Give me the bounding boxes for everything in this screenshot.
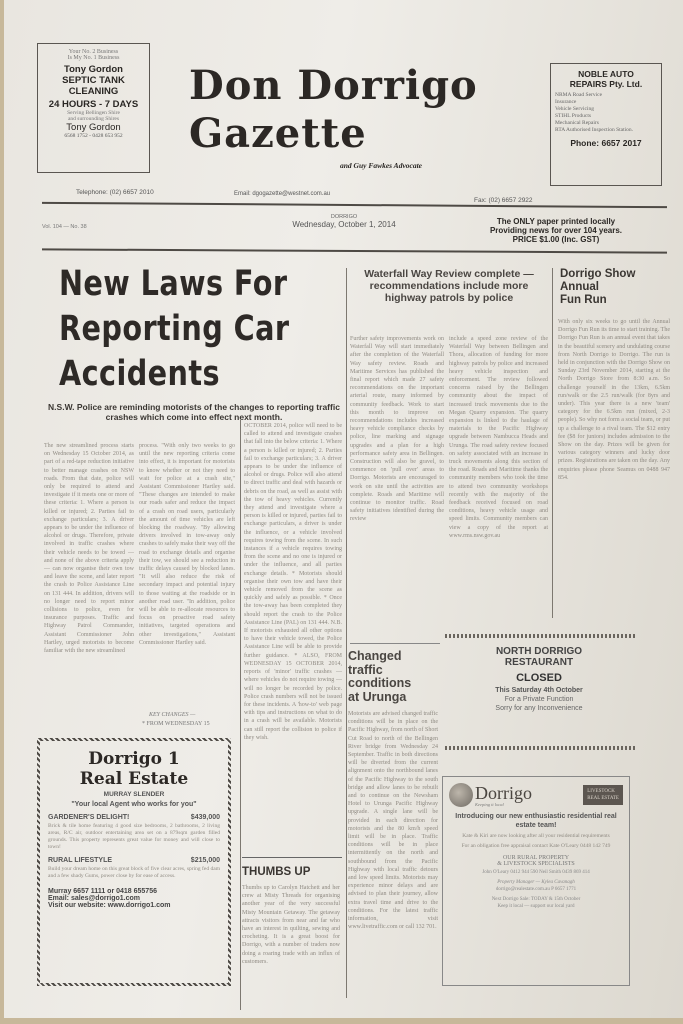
tagline-line2: Providing news for over 104 years. (489, 226, 623, 235)
fun-run-headline-line2: Annual (560, 281, 599, 293)
lead-body-col3: OCTOBER 2014, police will need to be called to attend and investigate crashes that fall into the below criteria: 1. Where a person is killed or injured; 2. Parties fail to exchange particulars; 3. A driver appears to be under the influence of alcohol or drugs. Police will also attend to direct traffic and deal with hazards or debris on the road, as well as assist with the tow of heavy vehicles. Currently they attend and investigate where a person is killed or injured, parties fail to exchange particulars, a driver is under the influence, or a vehicle involved requires towing from the scene. In such instances if a vehicle requires towing from the scene and no one is injured or under the influence, and all parties exchange details. * Motorists should organise their own tow and have their vehicle removed from the scene as quickly and safely as possible. * Once the tow-away has been completed they should report the crash to the Police Assistance Line (PAL) on 131 444. N.B. If motorists exhausted all other options to have their vehicle towed, the Police Assistance Line will be able to provide further guidance. * ALSO, FROM WEDNESDAY 15 OCTOBER 2014, reports of 'minor' traffic crashes — where vehicles do not require towing — will no longer be recorded by police. Police crash numbers will not be issued for these incidents. A 'how-to' web page with tips and instructions on what to do in a crash will be available. Motorists can still report the collision to police if they wish. (244, 423, 342, 741)
urunga-headline-line3: conditions (348, 676, 412, 690)
ad-right-services (555, 92, 657, 134)
livestock-specialists2: & LIVESTOCK SPECIALISTS (497, 861, 575, 867)
re-contact-phone: Murray 6657 1111 or 0418 655756 (48, 888, 157, 895)
urunga-headline-line2: traffic (348, 662, 383, 677)
key-changes-sub: * FROM WEDNESDAY 15 (142, 721, 210, 727)
re-listing2-title: RURAL LIFESTYLE (48, 857, 113, 864)
re-title2: Real Estate (79, 769, 189, 789)
livestock-logo-text: Dorrigo (475, 782, 532, 803)
column-divider (240, 420, 241, 1010)
waterfall-col1: Further safety improvements work on Waterfall Way will start immediately after the completion of the Waterfall Way safety review. Roads and Maritime Services has published the final report which made 27 safety recommendations on the important arterial route, many informed by community feedback. Work to start this month to improve on recommendations includes increased heavy vehicle compliance checks by police, line marking and signage upgrades and a plan for a high performance safety area in Bellingen. Construction will also be gravel, to commence on 'pull over' areas to Dorrigo. Motorists are encouraged to work on site until the activities are complete. Roads and Maritime will continue to monitor traffic. Road safety initiatives identified during the review (350, 336, 444, 523)
masthead-fax: Fax: (02) 6657 2922 (474, 197, 533, 204)
column-divider (346, 268, 347, 998)
badge-line1: LIVESTOCK (587, 789, 615, 794)
restaurant-bottom-border (445, 746, 635, 750)
livestock-headline: Introducing our new enthusiastic residential real estate team! (455, 813, 617, 829)
masthead-email: Email: dgogazette@westnet.com.au (234, 191, 331, 197)
fun-run-headline (560, 268, 635, 307)
volume-number: Vol. 104 — No. 38 (42, 224, 87, 230)
column-divider (552, 268, 553, 618)
re-contact-web: Visit our website: www.dorrigo1.com (48, 902, 171, 909)
livestock-badge (583, 785, 623, 805)
livestock-pm-contact: dorrigo@realestate.com.au P 6657 1771 (495, 887, 577, 892)
price: PRICE $1.00 (Inc. GST) (512, 235, 600, 244)
fun-run-headline-line1: Dorrigo Show (560, 268, 636, 280)
ad-left-service2: CLEANING (68, 86, 119, 97)
dateline-location: DORRIGO (330, 214, 358, 220)
service-item: Vehicle Servicing (555, 106, 594, 112)
ad-left-area1: Serving Bellingen Shire (67, 110, 120, 116)
urunga-rule (350, 643, 440, 644)
restaurant-notice (444, 646, 634, 712)
restaurant-line6: Sorry for any Inconvenience (495, 705, 583, 712)
lead-headline (59, 262, 289, 397)
logo-text-block (475, 784, 532, 807)
masthead-tagline (466, 217, 646, 244)
service-item: STIHL Products (555, 113, 592, 119)
ad-right-title1: NOBLE AUTO (578, 69, 634, 79)
restaurant-line2: RESTAURANT (504, 657, 574, 668)
masthead-telephone: Telephone: (02) 6657 2010 (76, 189, 154, 196)
re-listing1-title: GARDENER'S DELIGHT! (48, 814, 130, 821)
septic-tank-ad (37, 43, 150, 173)
livestock-logo-row (449, 783, 623, 807)
thumbs-up-headline: THUMBS UP (242, 866, 311, 878)
urunga-headline-line4: at Urunga (348, 689, 407, 704)
livestock-logo (449, 783, 532, 807)
masthead-subtitle: and Guy Fawkes Advocate (340, 161, 423, 170)
service-item: NRMA Road Service (555, 92, 603, 98)
service-item: Insurance (555, 99, 577, 105)
re-listing1-header (48, 814, 220, 821)
fun-run-headline-line3: Fun Run (560, 294, 607, 306)
dorrigo-logo-icon (449, 783, 473, 807)
livestock-pm: Property Manager — Kylea Cavanagh (497, 880, 575, 885)
re-contact-email: Email: sales@dorrigo1.com (48, 895, 141, 902)
dateline (269, 214, 419, 229)
re-agent: MURRAY SLENDER (103, 791, 165, 798)
ad-left-area2: and surrounding Shires (67, 116, 120, 122)
livestock-p2: For an obligation free appraisal contact Kate O'Leary 0448 142 749 (461, 843, 611, 849)
restaurant-line5: For a Private Function (504, 696, 574, 703)
waterfall-headline: Waterfall Way Review complete — recommendations include more highway patrols by police (364, 268, 534, 304)
re-slogan: "Your local Agent who works for you" (71, 801, 197, 808)
restaurant-line4: This Saturday 4th October (495, 687, 583, 694)
re-listing2-header (48, 857, 220, 864)
re-listing1-body: Brick & tile home featuring 4 good size bedrooms, 2 bathrooms, 2 living areas, R/C air, outdoor entertaining area set on a 879sqm garden filled grounds. This property represents great value for money and will close to town! (48, 823, 220, 850)
dorrigo-livestock-ad (442, 776, 630, 986)
livestock-p1: Kate & Kiri are now looking after all your residential requirements (462, 833, 610, 839)
livestock-footer: Keep it local — support our local yard (497, 904, 575, 909)
re-listing1-price: $439,000 (190, 814, 220, 821)
livestock-contacts: John O'Leary 0412 944 590 Neil Smith 0439 869 414 (482, 870, 590, 875)
urunga-headline-line1: Changed (348, 649, 402, 663)
service-item: Mechanical Repairs (555, 120, 599, 126)
re-listing2-body: Build your dream home on this great block of five clear acres, spring fed dam and a few shady Gums, power close by for ease of access. (48, 866, 220, 879)
lead-body-col2: process. "With only two weeks to go until the new reporting criteria come into effect, it is important for motorists to know whether or not they need to wait for police at a crash site," Assistant Commissioner Hartley said. "These changes are intended to make our roads safer and reduce the impact of a crash on road users, particularly the amount of time vehicles are left blocking the roadway. "By allowing drivers involved in tow-away only crashes to safely make their way off the road to exchange details and organise their tow, we should see a reduction in traffic delays caused by blocked lanes. "It will also reduce the risk of secondary impact and potential injury to those waiting at the roadside or in another road user. "In addition, police will be able to re-allocate resources to focus on proactive road safety initiatives, targeted operations and other investigations," Assistant Commissioner Hartley said. (139, 443, 235, 646)
lead-headline-line3: Accidents (59, 354, 221, 394)
livestock-specialists1: OUR RURAL PROPERTY (502, 855, 570, 861)
restaurant-line1: NORTH DORRIGO (495, 646, 583, 657)
ad-left-name2: Tony Gordon (66, 122, 121, 133)
urunga-headline (348, 650, 411, 704)
livestock-logo-tagline: Keeping it local (475, 801, 504, 807)
waterfall-col2: include a speed zone review of the Waterfall Way between Bellingen and Thora, allocation of funding for more highway patrols by police and increased heavy vehicle inspection and enforcement. The review followed concerns raised by the Bellingen community about the impact of increased truck movements due to the Megan Quarry expansion. The quarry expansion is linked to the haulage of materials to the Pacific Highway upgrade between Nambucca Heads and Urunga. The road safety review focused on safety associated with an increase in truck movements along this section of the road. Roads and Maritime thanks the community members who took the time to attend two community workshops recently with the majority of the feedback received focused on road conditions, heavy vehicle usage and speed limits. Community members can view a copy of the report at www.rms.nsw.gov.au (449, 336, 548, 539)
masthead-rule-top (42, 202, 667, 208)
masthead-title-line2: Gazette (189, 110, 367, 157)
noble-auto-ad (550, 63, 662, 186)
restaurant-line3: CLOSED (516, 672, 562, 684)
lead-body-col1: The new streamlined process starts on Wednesday 15 October 2014, as part of a red-tape reduction initiative to better manage crashes on NSW roads. From that date, police will only be required to attend and investigate if it meets one or more of these criteria: 1. Where a person is killed or injured; 2. Parties fail to exchange particulars; 3. A driver appears to be under the influence of alcohol or drugs. Therefore, private involved in traffic crashes where their vehicle needs to be towed — and none of the above criteria apply — can now organise their own tow and leave the scene, and later report the crash to Police Assistance Line on 131 444. In addition, drivers will no longer need to report minor collisions to police, even for insurance purposes. Traffic and Highway Patrol Commander, Assistant Commissioner John Hartley, urged motorists to become familiar with the new streamlined (44, 443, 134, 655)
dateline-date: Wednesday, October 1, 2014 (292, 220, 396, 229)
livestock-sale: Next Dorrigo Sale: TODAY & 15th October (491, 897, 581, 902)
re-listing2-price: $215,000 (190, 857, 220, 864)
service-item: RTA Authorised Inspection Station. (555, 127, 634, 133)
newspaper-page (4, 0, 683, 1018)
ad-left-line1: Your No. 2 Business (68, 49, 119, 55)
masthead-title-line1: Don Dorrigo (189, 62, 478, 109)
ad-left-service1: SEPTIC TANK (62, 75, 125, 86)
ad-left-hours: 24 HOURS - 7 DAYS (48, 99, 139, 110)
ad-right-title2: REPAIRS Pty. Ltd. (569, 79, 643, 89)
urunga-body: Motorists are advised changed traffic conditions will be in place on the Pacific Highway, from north of Short Cut Road to north of the Bellingen River bridge from Wednesday 24 September. Traffic in both directions will be diverted from the current alignment onto the northbound lanes of the Pacific Highway to the south bridge and allow lanes to be rebuilt and to continue on the Newsham Hotel to Urunga Pacific Highway upgrade. A single lane will be provided in each direction for motorists and the 80 km/h speed limit will be in place. Traffic conditions will be in place intermittently on the north and southbound from the Pacific Highway with local traffic detours and low speed limits. Motorists may experience minor delays and are advised to plan their journey, allow extra travel time and drive to the conditions. For the latest traffic information, visit www.livetraffic.com or call 132 701. (348, 711, 438, 931)
ad-left-name: Tony Gordon (64, 64, 123, 75)
lead-headline-line2: Reporting Car (59, 309, 290, 349)
ad-left-phones: 6568 1752 - 0428 653 952 (64, 133, 123, 139)
restaurant-top-border (445, 634, 635, 638)
ad-left-line2: Is My No. 1 Business (67, 55, 120, 61)
badge-line2: REAL ESTATE (587, 796, 619, 801)
dorrigo1-real-estate-ad (37, 738, 231, 986)
fun-run-body: With only six weeks to go until the Annual Dorrigo Fun Run its time to start training. The Dorrigo Fun Run is an annual event that takes in the beautiful scenery and undulating course from North Dorrigo to Dorrigo. The run is held in conjunction with the Dorrigo Show on Sunday 23rd November 2014, starting at the North Dorrigo Store from 8:30 a.m. So challenge yourself in the 13km, 6.5km run/walk or the 2.5 run/walk (for 8yrs and under). This year there is a new 'team' category for the 6.5km run (mixed, 2-3 people). So why not form a social team, or put up a challenge to a rival team. The $12 entry fee ($8 for juniors) includes admission to the Show on the day. Prizes will be given for various category winners and lucky door prizes. Registrations are taken on the day. Any enquiries please phone Seamus on 0488 947 854. (558, 319, 670, 481)
thumbs-up-body: Thumbs up to Carolyn Hatchett and her crew at Misty Threads for organising another year of the very successful Misty Mountain Getaway. The getaway attracts visitors from near and far who have an interest in quilting, sewing and crocheting. It is a great boost for Dorrigo, with a number of traders now doing a roaring trade with an influx of customers. (242, 885, 340, 965)
key-changes-label: KEY CHANGES — (149, 712, 196, 718)
re-title1: Dorrigo 1 (88, 749, 180, 769)
lead-deck: N.S.W. Police are reminding motorists of the changes to reporting traffic crashes which come into effect next month. (48, 402, 340, 422)
tagline-line1: The ONLY paper printed locally (496, 217, 616, 226)
lead-headline-line1: New Laws For (59, 264, 288, 304)
masthead-rule-bottom (42, 248, 667, 253)
thumbs-up-rule (242, 857, 342, 858)
ad-right-phone: Phone: 6657 2017 (570, 138, 642, 148)
